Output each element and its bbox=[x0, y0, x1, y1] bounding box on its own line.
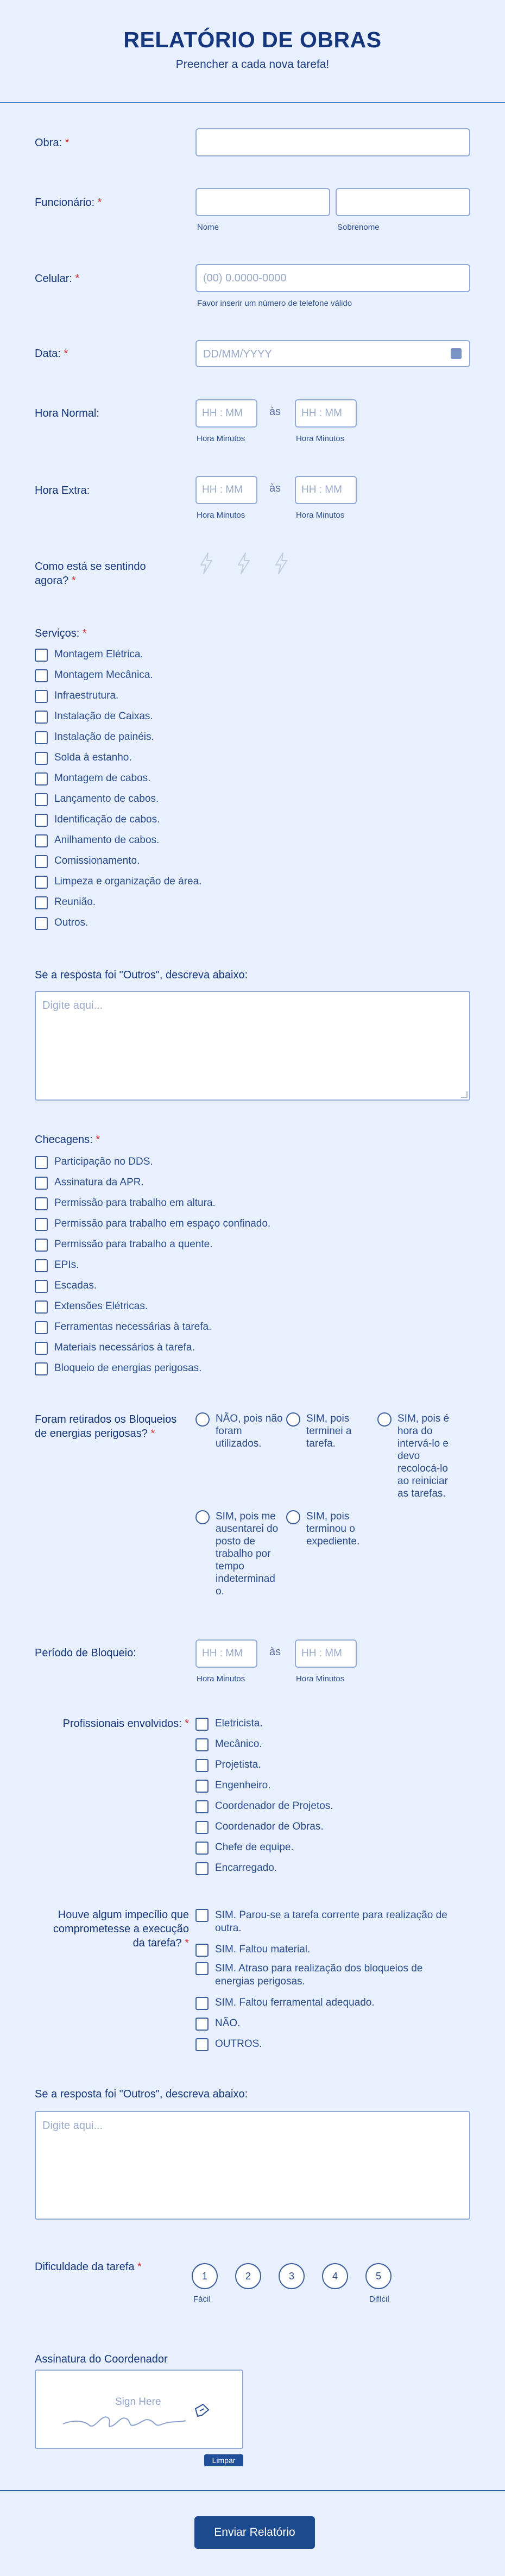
option-label: Extensões Elétricas. bbox=[54, 1300, 148, 1312]
checkbox[interactable] bbox=[195, 1997, 209, 2010]
checkbox[interactable] bbox=[195, 1800, 209, 1813]
option-label: Instalação de painéis. bbox=[54, 731, 154, 743]
option-label: NÃO, pois não foram utilizados. bbox=[216, 1413, 283, 1449]
outros-2-label: Se a resposta foi "Outros", descreva abaixo: bbox=[35, 2088, 248, 2100]
dificuldade-label: Dificuldade da tarefa * bbox=[35, 2261, 142, 2273]
option-label: Anilhamento de cabos. bbox=[54, 834, 160, 846]
option-label: Lançamento de cabos. bbox=[54, 793, 159, 805]
periodo-label: Período de Bloqueio: bbox=[35, 1647, 136, 1659]
outros-2-textarea[interactable] bbox=[35, 2111, 470, 2220]
phone-input[interactable]: (00) 0.0000-0000 bbox=[195, 264, 470, 292]
rating-option-3[interactable]: 3 bbox=[279, 2263, 305, 2289]
checkbox[interactable] bbox=[35, 752, 48, 765]
checkbox[interactable] bbox=[35, 731, 48, 744]
option-label: Coordenador de Obras. bbox=[215, 1821, 324, 1832]
checkbox[interactable] bbox=[35, 1218, 48, 1231]
option-label: SIM, pois me ausentarei do posto de trabalho por tempo indeterminad o. bbox=[216, 1511, 279, 1597]
page-title: RELATÓRIO DE OBRAS bbox=[123, 27, 382, 52]
checkbox[interactable] bbox=[195, 1944, 209, 1957]
checkbox[interactable] bbox=[35, 814, 48, 827]
checkbox[interactable] bbox=[35, 772, 48, 786]
radio[interactable] bbox=[195, 1412, 210, 1427]
funcionario-label: Funcionário: * bbox=[35, 197, 102, 209]
impeditivo-label: Houve algum impecílio que comprometesse a execução da tarefa? * bbox=[53, 1909, 189, 1949]
obra-label: Obra: * bbox=[35, 137, 70, 149]
option-label: Permissão para trabalho em espaço confinado. bbox=[54, 1218, 271, 1229]
option-label: Ferramentas necessárias à tarefa. bbox=[54, 1321, 212, 1333]
option-label: Montagem Elétrica. bbox=[54, 649, 143, 660]
option-label: Encarregado. bbox=[215, 1862, 277, 1874]
checkbox[interactable] bbox=[195, 1780, 209, 1793]
date-placeholder: DD/MM/YYYY bbox=[203, 348, 272, 360]
radio[interactable] bbox=[286, 1510, 300, 1524]
profissionais-label: Profissionais envolvidos: * bbox=[62, 1718, 189, 1730]
servicos-label: Serviços: * bbox=[35, 627, 87, 639]
form-header bbox=[0, 0, 505, 103]
rating-option-1[interactable]: 1 bbox=[192, 2263, 218, 2289]
hora-extra-label: Hora Extra: bbox=[35, 485, 90, 497]
option-label: NÃO. bbox=[215, 2018, 241, 2029]
option-label: SIM. Faltou material. bbox=[215, 1944, 311, 1955]
checkbox[interactable] bbox=[35, 649, 48, 662]
rating-option-2[interactable]: 2 bbox=[235, 2263, 261, 2289]
lightning-bolt-icon[interactable] bbox=[198, 552, 215, 575]
last-name-input[interactable] bbox=[336, 188, 470, 216]
hora-normal-sublabel-start: Hora Minutos bbox=[197, 434, 245, 443]
hora-extra-end-input[interactable]: HH : MM bbox=[295, 476, 357, 504]
checkbox[interactable] bbox=[35, 876, 48, 889]
checagens-label: Checagens: * bbox=[35, 1134, 100, 1146]
checkbox[interactable] bbox=[195, 1842, 209, 1855]
signature-placeholder-graphic bbox=[36, 2371, 242, 2448]
option-label: EPIs. bbox=[54, 1259, 79, 1271]
date-input[interactable] bbox=[195, 340, 470, 367]
option-label: Mecânico. bbox=[215, 1738, 262, 1750]
checkbox[interactable] bbox=[35, 1321, 48, 1334]
hora-normal-end-input[interactable]: HH : MM bbox=[295, 399, 357, 428]
option-label: SIM, pois terminei a tarefa. bbox=[306, 1413, 352, 1449]
checkbox[interactable] bbox=[35, 1362, 48, 1375]
checkbox[interactable] bbox=[35, 1259, 48, 1272]
option-label: Escadas. bbox=[54, 1280, 97, 1291]
lightning-bolt-icon[interactable] bbox=[235, 552, 252, 575]
rating-min-label: Fácil bbox=[193, 2295, 211, 2304]
checkbox[interactable] bbox=[35, 855, 48, 868]
checkbox[interactable] bbox=[35, 1239, 48, 1252]
checkbox[interactable] bbox=[195, 1862, 209, 1875]
checkbox[interactable] bbox=[35, 793, 48, 806]
submit-button[interactable]: Enviar Relatório bbox=[194, 2516, 315, 2549]
calendar-icon[interactable] bbox=[451, 348, 462, 359]
checkbox[interactable] bbox=[195, 2018, 209, 2031]
option-label: Montagem Mecânica. bbox=[54, 669, 153, 681]
radio[interactable] bbox=[377, 1412, 392, 1427]
lightning-bolt-icon[interactable] bbox=[273, 552, 290, 575]
rating-max-label: Difícil bbox=[369, 2295, 389, 2304]
option-label: Limpeza e organização de área. bbox=[54, 876, 202, 887]
checkbox[interactable] bbox=[195, 1962, 209, 1975]
periodo-separator: às bbox=[269, 1646, 281, 1658]
sentindo-label: Como está se sentindo agora? * bbox=[35, 561, 146, 587]
checkbox[interactable] bbox=[35, 1300, 48, 1314]
option-label: Solda à estanho. bbox=[54, 752, 132, 763]
signature-pad[interactable] bbox=[35, 2370, 243, 2449]
option-label: OUTROS. bbox=[215, 2038, 262, 2050]
assinatura-label: Assinatura do Coordenador bbox=[35, 2353, 168, 2365]
first-name-sublabel: Nome bbox=[197, 223, 219, 232]
hora-extra-sublabel-end: Hora Minutos bbox=[296, 511, 345, 520]
option-label: Reunião. bbox=[54, 896, 96, 908]
checkbox[interactable] bbox=[35, 1280, 48, 1293]
option-label: SIM. Parou-se a tarefa corrente para realização de outra. bbox=[215, 1909, 447, 1934]
hora-extra-start-input[interactable]: HH : MM bbox=[195, 476, 257, 504]
checkbox[interactable] bbox=[35, 917, 48, 930]
periodo-sublabel-end: Hora Minutos bbox=[296, 1674, 345, 1683]
checkbox[interactable] bbox=[195, 1759, 209, 1772]
rating-option-4[interactable]: 4 bbox=[322, 2263, 348, 2289]
periodo-start-input[interactable]: HH : MM bbox=[195, 1639, 257, 1668]
checkbox[interactable] bbox=[35, 1156, 48, 1169]
outros-2-placeholder: Digite aqui... bbox=[42, 2120, 103, 2132]
option-label: Infraestrutura. bbox=[54, 690, 119, 701]
radio[interactable] bbox=[195, 1510, 210, 1524]
option-label: Permissão para trabalho em altura. bbox=[54, 1197, 216, 1209]
option-label: Chefe de equipe. bbox=[215, 1842, 294, 1853]
option-label: Engenheiro. bbox=[215, 1780, 271, 1791]
hora-normal-label: Hora Normal: bbox=[35, 407, 99, 419]
option-label: SIM, pois é hora do intervá-lo e devo recolocá-lo ao reiniciar as tarefas. bbox=[397, 1413, 450, 1499]
checkbox[interactable] bbox=[35, 690, 48, 703]
option-label: SIM. Atraso para realização dos bloqueios de energias perigosas. bbox=[215, 1963, 423, 1987]
checkbox[interactable] bbox=[35, 669, 48, 682]
checkbox[interactable] bbox=[195, 2038, 209, 2051]
checkbox[interactable] bbox=[35, 711, 48, 724]
clear-signature-button[interactable]: Limpar bbox=[204, 2454, 243, 2466]
checkbox[interactable] bbox=[35, 1197, 48, 1210]
option-label: Montagem de cabos. bbox=[54, 772, 151, 784]
option-label: Eletricista. bbox=[215, 1718, 263, 1729]
periodo-sublabel-start: Hora Minutos bbox=[197, 1674, 245, 1683]
option-label: Participação no DDS. bbox=[54, 1156, 153, 1167]
hora-extra-sublabel-start: Hora Minutos bbox=[197, 511, 245, 520]
option-label: Permissão para trabalho a quente. bbox=[54, 1239, 213, 1250]
option-label: Projetista. bbox=[215, 1759, 261, 1770]
option-label: Identificação de cabos. bbox=[54, 814, 160, 825]
option-label: Assinatura da APR. bbox=[54, 1177, 144, 1188]
rating-option-5[interactable]: 5 bbox=[365, 2263, 392, 2289]
first-name-input[interactable] bbox=[195, 188, 330, 216]
hora-normal-sublabel-end: Hora Minutos bbox=[296, 434, 345, 443]
celular-label: Celular: * bbox=[35, 273, 80, 285]
obra-input[interactable] bbox=[195, 128, 470, 156]
data-label: Data: * bbox=[35, 348, 68, 360]
radio[interactable] bbox=[286, 1412, 300, 1427]
option-label: Coordenador de Projetos. bbox=[215, 1800, 333, 1812]
hora-extra-separator: às bbox=[269, 482, 281, 494]
page-subtitle: Preencher a cada nova tarefa! bbox=[175, 58, 330, 71]
checkbox[interactable] bbox=[35, 896, 48, 909]
last-name-sublabel: Sobrenome bbox=[337, 223, 380, 232]
checkbox[interactable] bbox=[35, 1177, 48, 1190]
checkbox[interactable] bbox=[195, 1909, 209, 1922]
outros-1-placeholder: Digite aqui... bbox=[42, 1000, 103, 1011]
bloqueios-label: Foram retirados os Bloqueios de energias perigosas? * bbox=[35, 1413, 177, 1440]
option-label: Bloqueio de energias perigosas. bbox=[54, 1362, 202, 1374]
resize-grip-icon[interactable] bbox=[461, 1091, 468, 1098]
option-label: Instalação de Caixas. bbox=[54, 711, 153, 722]
checkbox[interactable] bbox=[195, 1718, 209, 1731]
option-label: Comissionamento. bbox=[54, 855, 140, 866]
checkbox[interactable] bbox=[35, 834, 48, 847]
option-label: SIM, pois terminou o expediente. bbox=[306, 1511, 360, 1547]
option-label: SIM. Faltou ferramental adequado. bbox=[215, 1997, 375, 2008]
option-label: Materiais necessários à tarefa. bbox=[54, 1342, 195, 1353]
sign-here-label: Sign Here bbox=[115, 2396, 161, 2408]
periodo-end-input[interactable]: HH : MM bbox=[295, 1639, 357, 1668]
outros-1-textarea[interactable] bbox=[35, 991, 470, 1101]
phone-helper: Favor inserir um número de telefone válido bbox=[197, 299, 352, 308]
checkbox[interactable] bbox=[35, 1342, 48, 1355]
form-footer bbox=[0, 2490, 505, 2576]
hora-normal-separator: às bbox=[269, 406, 281, 418]
hora-normal-start-input[interactable]: HH : MM bbox=[195, 399, 257, 428]
checkbox[interactable] bbox=[195, 1738, 209, 1751]
outros-1-label: Se a resposta foi "Outros", descreva abaixo: bbox=[35, 969, 248, 981]
option-label: Outros. bbox=[54, 917, 89, 928]
checkbox[interactable] bbox=[195, 1821, 209, 1834]
